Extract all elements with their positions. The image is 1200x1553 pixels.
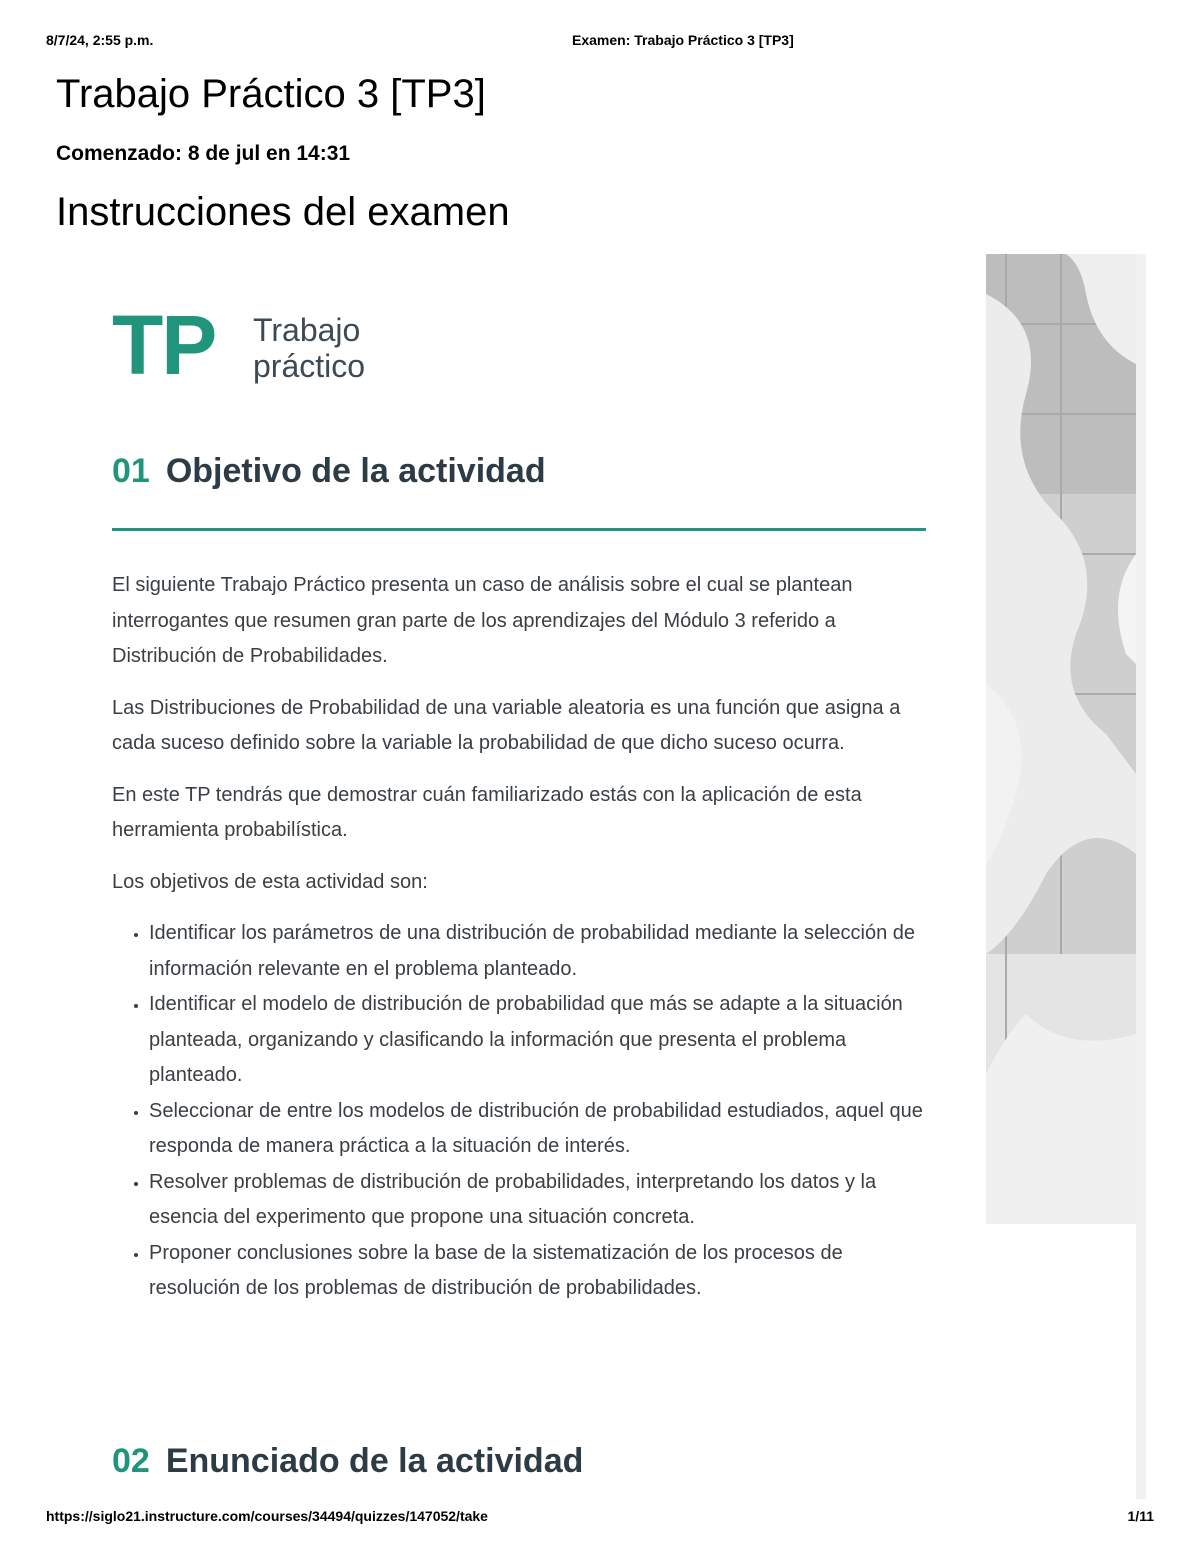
paragraph-objectives-lead: Los objetivos de esta actividad son: <box>112 870 428 893</box>
print-footer <box>46 1508 1154 1528</box>
list-item: • Proponer conclusiones sobre la base de la sistematización de los procesos de resolución de los problemas de distribución de probabilidades. <box>149 1236 930 1307</box>
print-header <box>46 32 1154 52</box>
paragraph-intro: El siguiente Trabajo Práctico presenta un caso de análisis sobre el cual se plantean interrogantes que resumen gran parte de los aprendizajes del Módulo 3 referido a Distribución de Probabilidades. <box>112 574 853 667</box>
print-document-title: Examen: Trabajo Práctico 3 [TP3] <box>572 32 794 48</box>
decorative-strip <box>1136 254 1146 1499</box>
paragraph-definition: Las Distribuciones de Probabilidad de una variable aleatoria es una función que asigna a cada suceso definido sobre la variable la probabilidad de que dicho suceso ocurra. <box>112 696 901 754</box>
section-title: Enunciado de la actividad <box>165 1442 584 1480</box>
section-divider <box>112 528 926 531</box>
tp-logo-line2: práctico <box>253 348 366 384</box>
section-title: Objetivo de la actividad <box>165 452 546 490</box>
tp-logo-letters: TP <box>112 298 216 392</box>
quiz-started-time: Comenzado: 8 de jul en 14:31 <box>56 142 351 165</box>
tp-logo-line1: Trabajo <box>253 312 361 348</box>
quiz-title: Trabajo Práctico 3 [TP3] <box>56 72 486 116</box>
section-number: 01 <box>112 452 150 490</box>
objectives-list <box>112 916 930 1307</box>
paragraph-demonstrate: En este TP tendrás que demostrar cuán familiarizado estás con la aplicación de esta herramienta probabilística. <box>112 783 862 841</box>
section-heading-objective <box>112 452 546 491</box>
section-heading-statement <box>112 1442 583 1481</box>
objective-content <box>112 568 930 1307</box>
print-page-number: 1/11 <box>1127 1508 1154 1524</box>
instructions-title: Instrucciones del examen <box>56 190 510 234</box>
section-number: 02 <box>112 1442 150 1480</box>
list-item: • Resolver problemas de distribución de probabilidades, interpretando los datos y la esencia del experimento que propone una situación concreta. <box>149 1165 930 1236</box>
print-url: https://siglo21.instructure.com/courses/34494/quizzes/147052/take <box>46 1508 488 1524</box>
list-item: • Identificar los parámetros de una distribución de probabilidad mediante la selección de información relevante en el problema planteado. <box>149 916 930 987</box>
decorative-architecture-image <box>986 254 1136 1224</box>
print-datetime: 8/7/24, 2:55 p.m. <box>46 32 154 48</box>
list-item: • Identificar el modelo de distribución de probabilidad que más se adapte a la situación planteada, organizando y clasificando la información que presenta el problema planteado. <box>149 987 930 1094</box>
list-item: • Seleccionar de entre los modelos de distribución de probabilidad estudiados, aquel que responda de manera práctica a la situación de interés. <box>149 1094 930 1165</box>
